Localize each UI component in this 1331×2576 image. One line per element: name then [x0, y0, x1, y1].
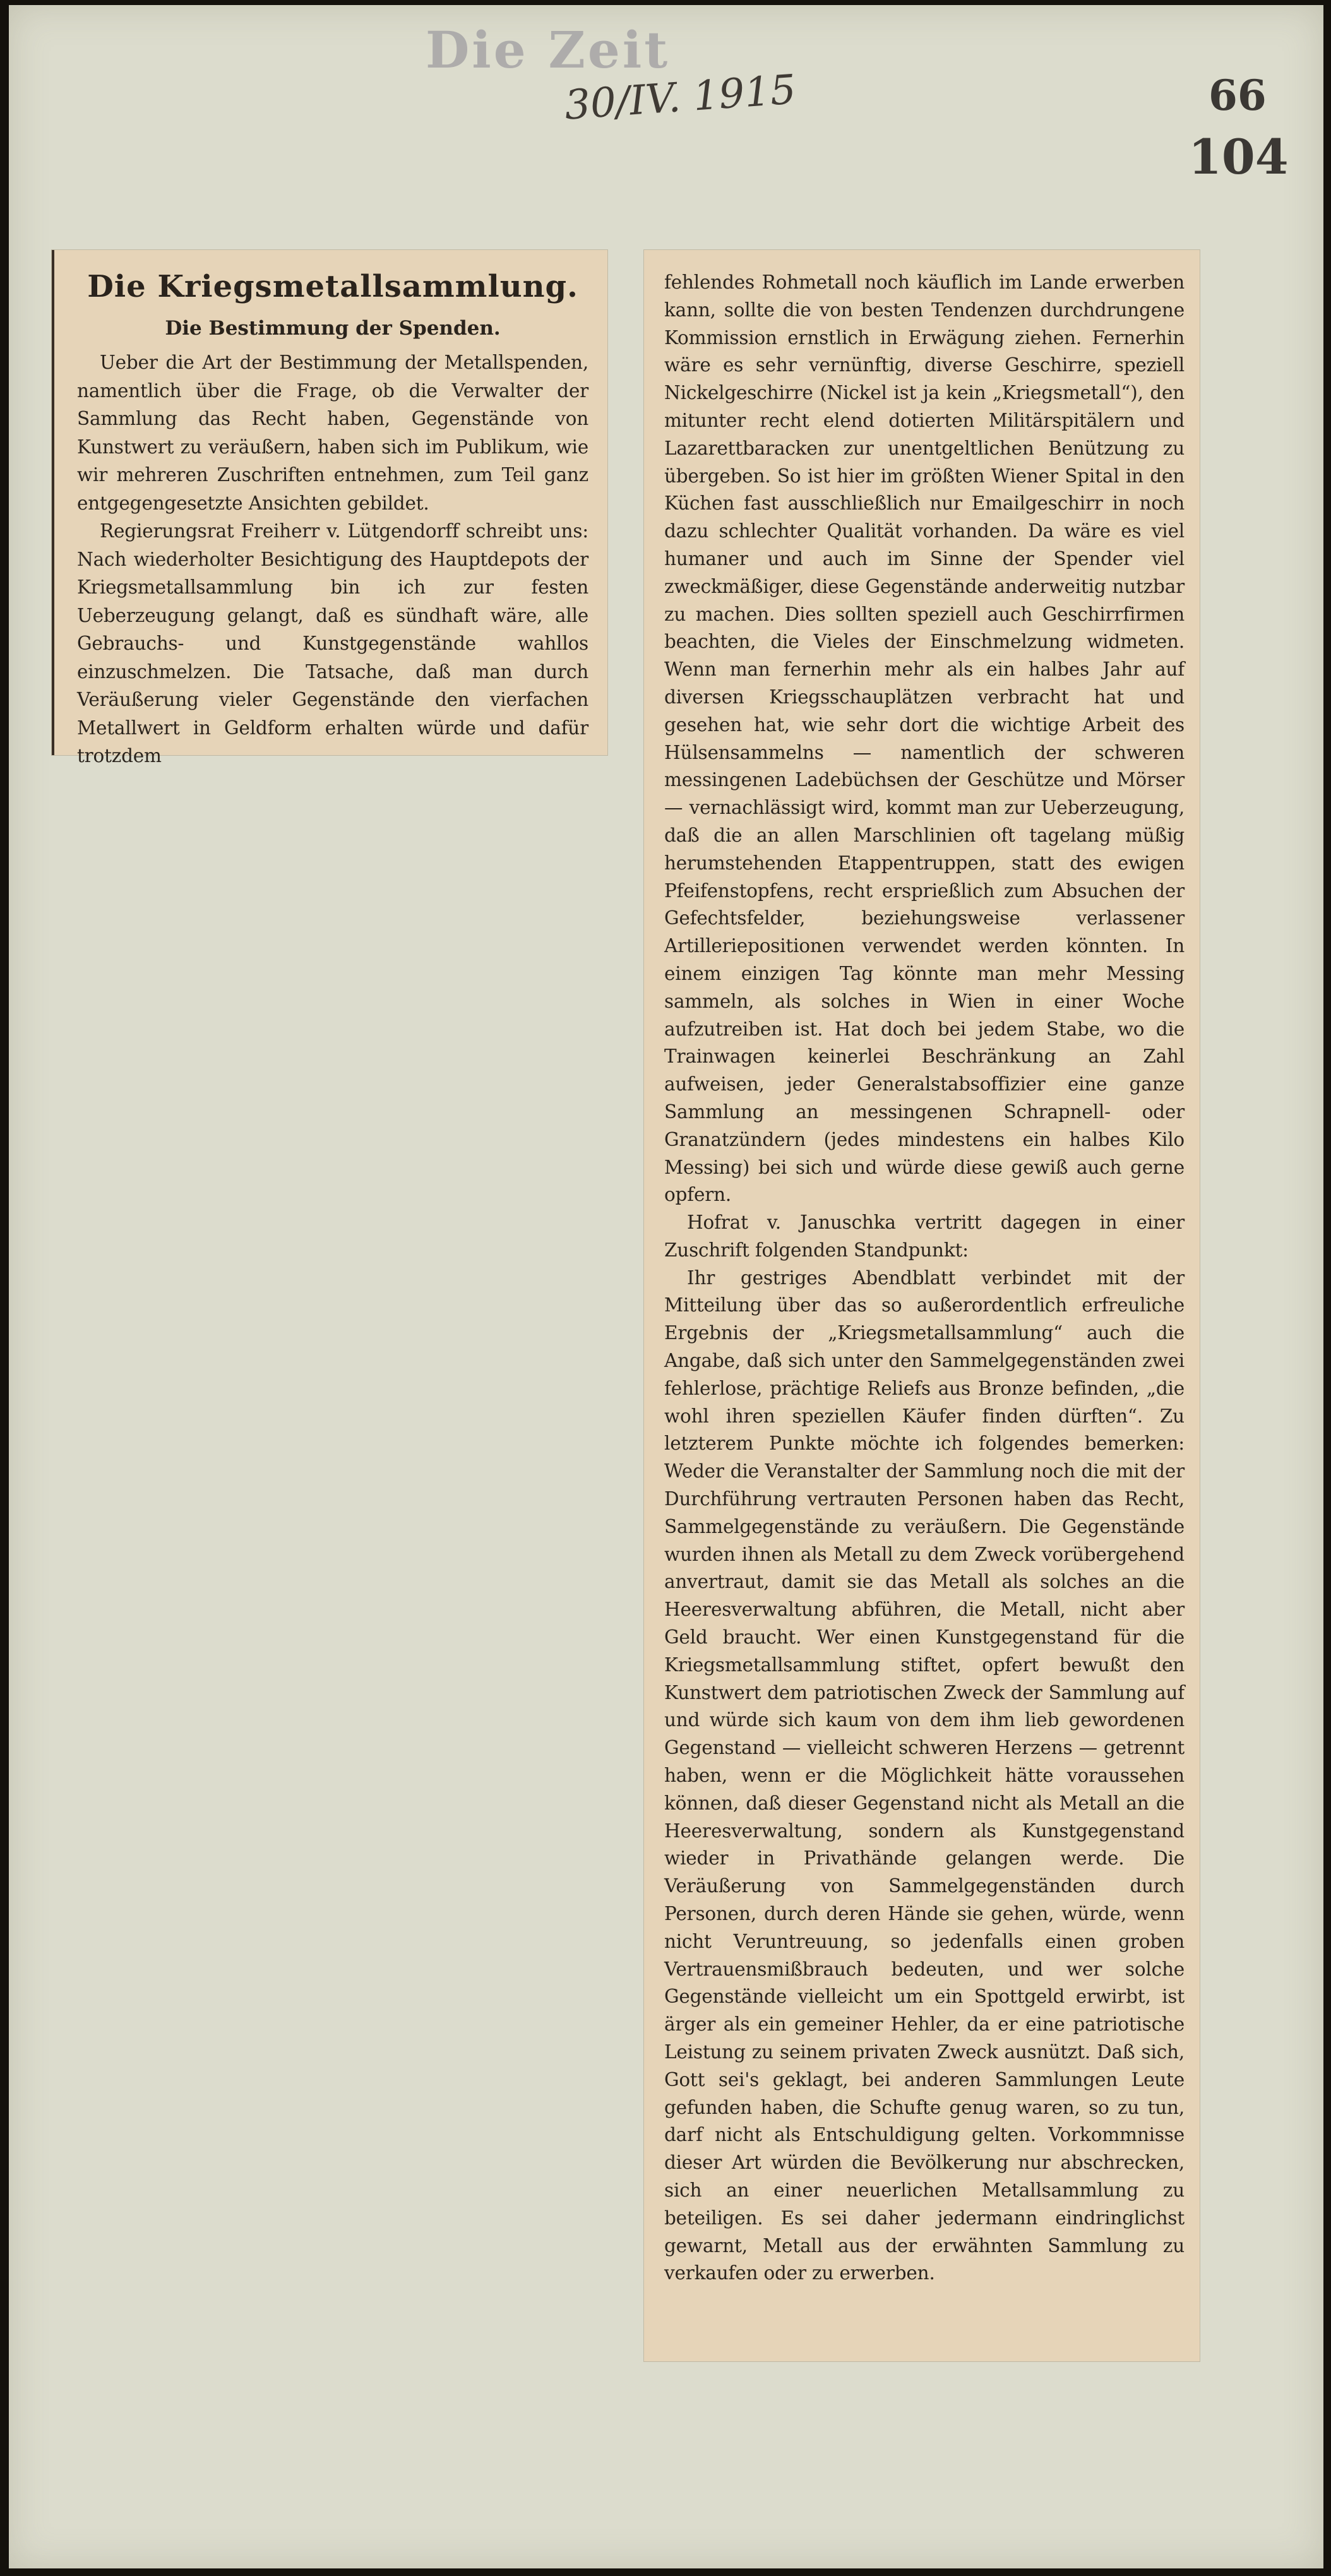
folio-number-top: 66 — [1209, 71, 1267, 120]
paragraph: Regierungsrat Freiherr v. Lütgendorff schreibt uns: Nach wiederholter Besichtigung des Hauptdepots der Kriegsmetallsammlung bin ich zur festen Ueberzeugung gelangt, daß es sündhaft wäre, alle Gebrauchs- und Kunstgegenstände wahllos einzuschmelzen. Die Tatsache, daß man durch Veräußerung vieler Gegenstände den vierfachen Metallwert in Geldform erhalten würde und dafür trotzdem — [77, 520, 588, 766]
paragraph: Ihr gestriges Abendblatt verbindet mit der Mitteilung über das so außerordentlich erfreuliche Ergebnis der „Kriegsmetallsammlung“ auch die Angabe, daß sich unter den Sammelgegenständen zwei fehlerlose, prächtige Reliefs aus Bronze befinden, „die wohl ihren speziellen Käufer finden dürften“. Zu letzterem Punkte möchte ich folgendes bemerken: Weder die Veranstalter der Sammlung noch die mit der Durchführung vertrauten Personen haben das Recht, Sammelgegenstände zu veräußern. Die Gegenstände wurden ihnen als Metall zu dem Zweck vorübergehend anvertraut, damit sie das Metall als solches an die Heeresverwaltung abführen, die Metall, nicht aber Geld braucht. Wer einen Kunstgegenstand für die Kriegsmetallsammlung stiftet, opfert bewußt den Kunstwert dem patriotischen Zweck der Sammlung auf und würde sich kaum von dem ihm lieb gewordenen Gegenstand — vielleicht schweren Herzens — getrennt haben, wenn er die Möglichkeit hätte voraussehen können, daß dieser Gegenstand nicht als Metall an die Heeresverwaltung, sondern als Kunstgegenstand wieder in Privathände gelangen werde. Die Veräußerung von Sammelgegenständen durch Personen, durch deren Hände sie gehen, würde, wenn nicht Veruntreuung, so jedenfalls einen groben Vertrauensmißbrauch bedeuten, und wer solche Gegenstände vielleicht um ein Spottgeld erwirbt, ist ärger als ein gemeiner Hehler, da er eine patriotische Leistung zu seinem privaten Zweck ausnützt. Daß sich, Gott sei's geklagt, bei anderen Sammlungen Leute gefunden haben, die Schufte genug waren, so zu tun, darf nicht als Entschuldigung gelten. Vorkommnisse dieser Art würden die Bevölkerung nur abschrecken, sich an einer neuerlichen Metallsammlung zu beteiligen. Es sei daher jedermann eindringlichst gewarnt, Metall aus der erwähnten Sammlung zu verkaufen oder zu erwerben. — [664, 1267, 1185, 2284]
paragraph: Hofrat v. Januschka vertritt dagegen in einer Zuschrift folgenden Standpunkt: — [664, 1212, 1185, 1261]
folio-number-bottom: 104 — [1188, 129, 1289, 185]
article-title: Die Kriegsmetallsammlung. — [87, 269, 578, 304]
paragraph: fehlendes Rohmetall noch käuflich im Lande erwerben kann, sollte die von besten Tendenzen durchdrungene Kommission ernstlich in Erwägung ziehen. Fernerhin wäre es sehr vernünftig, diverse Geschirre, speziell Nickelgeschirre (Nickel ist ja kein „Kriegsmetall“), den mitunter recht elend dotierten Militärspitälern und Lazarettbaracken zur unentgeltlichen Benützung zu übergeben. So ist hier im größten Wiener Spital in den Küchen fast ausschließlich nur Emailgeschirr in noch dazu schlechter Qualität vorhanden. Da wäre es viel humaner und auch im Sinne der Spender viel zweckmäßiger, diese Gegenstände anderweitig nutzbar zu machen. Dies sollten speziell auch Geschirrfirmen beachten, die Vieles der Einschmelzung widmeten. Wenn man fernerhin mehr als ein halbes Jahr auf diversen Kriegsschauplätzen verbracht hat und gesehen hat, wie sehr dort die wichtige Arbeit des Hülsensammelns — namentlich der schweren messingenen Ladebüchsen der Geschütze und Mörser — vernachlässigt wird, kommt man zur Ueberzeugung, daß die an allen Marschlinien oft tagelang müßig herumstehenden Etappentruppen, statt des ewigen Pfeifenstopfens, recht ersprießlich zum Absuchen der Gefechtsfelder, beziehungsweise verlassener Artilleriepositionen verwendet werden könnten. In einem einzigen Tag könnte man mehr Messing sammeln, als solches in Wien in einer Woche aufzutreiben ist. Hat doch bei jedem Stabe, wo die Trainwagen keinerlei Beschränkung an Zahl aufweisen, jeder Generalstabsoffizier eine ganze Sammlung an messingenen Schrapnell- oder Granatzündern (jedes mindestens ein halbes Kilo Messing) bei sich und würde diese gewiß auch gerne opfern. — [664, 271, 1185, 1206]
newspaper-stamp: Die Zeit — [426, 20, 671, 80]
handwritten-date: 30/IV. 1915 — [563, 66, 798, 129]
clipping-right-column — [644, 250, 1200, 2361]
article-subtitle: Die Bestimmung der Spenden. — [165, 317, 501, 340]
clipping-left-column — [52, 250, 607, 766]
paragraph: Ueber die Art der Bestimmung der Metallspenden, namentlich über die Frage, ob die Verwalter der Sammlung das Recht haben, Gegenstände von Kunstwert zu veräußern, haben sich im Publikum, wie wir mehreren Zuschriften entnehmen, zum Teil ganz entgegengesetzte Ansichten gebildet. — [77, 352, 588, 514]
